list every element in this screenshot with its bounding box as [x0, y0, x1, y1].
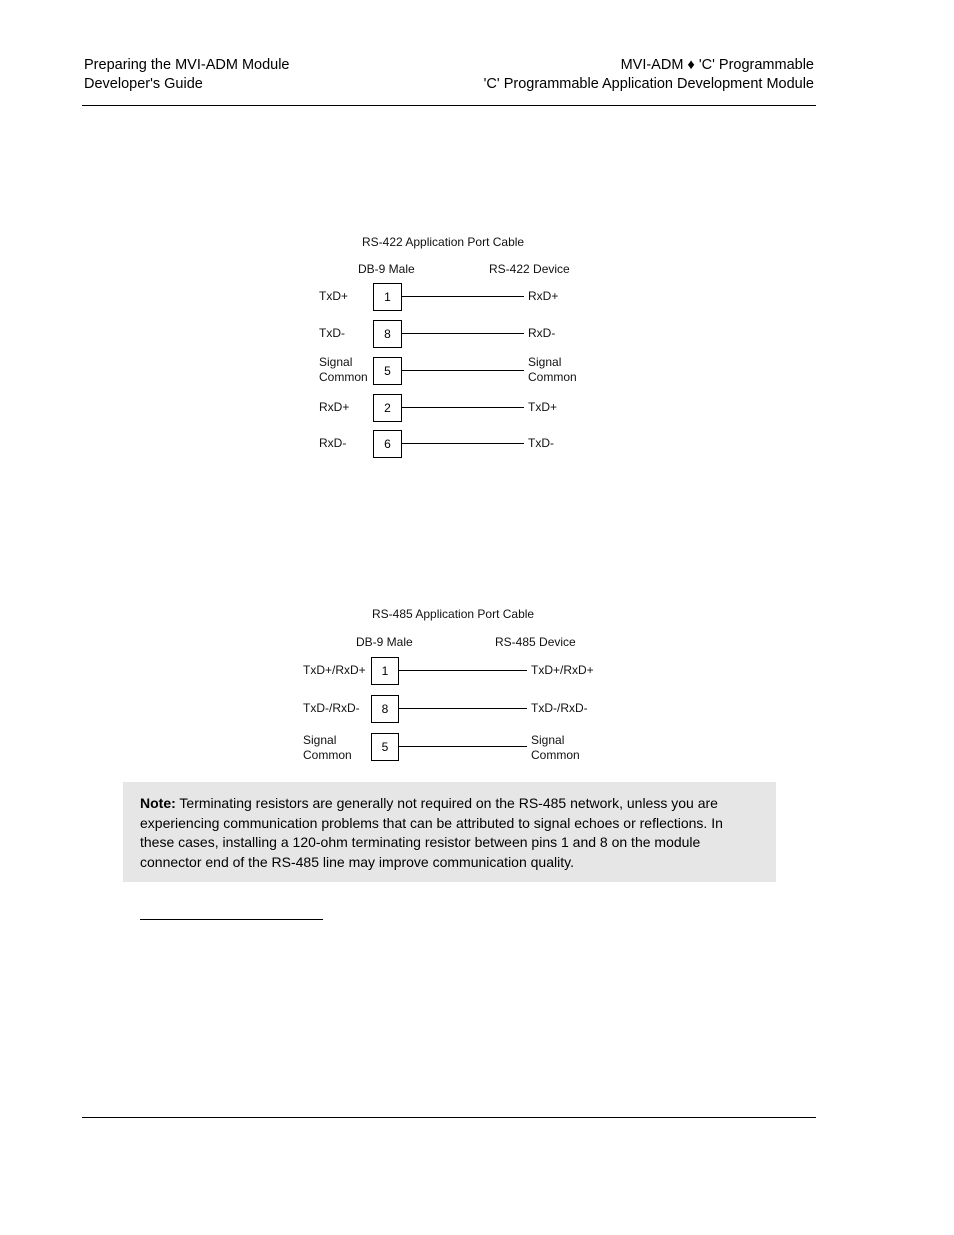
right-signal-label: Signal Common [528, 355, 577, 384]
pin-box: 6 [373, 430, 402, 458]
left-signal-label: RxD+ [319, 400, 350, 414]
right-device-header: RS-422 Device [489, 262, 570, 276]
right-device-header: RS-485 Device [495, 635, 576, 649]
right-signal-label: TxD- [528, 436, 554, 450]
pin-box: 8 [373, 320, 402, 348]
left-signal-label: Signal Common [319, 355, 368, 384]
note-text: Terminating resistors are generally not required on the RS-485 network, unless you are experiencing communication problems that can be attributed to signal echoes or reflections. In these cases, installing a 120-ohm terminating resistor between pins 1 and 8 on the module connector end of the RS-485 line may improve communication quality. [140, 795, 723, 870]
pin-box: 8 [371, 695, 399, 723]
left-signal-label: TxD-/RxD- [303, 701, 360, 715]
wire [402, 370, 524, 371]
wire [402, 407, 524, 408]
section-title: Preparing the MVI-ADM Module [84, 57, 290, 73]
product-subtitle: 'C' Programmable Application Development Module [483, 76, 814, 92]
wire [399, 746, 527, 747]
right-signal-label: TxD+ [528, 400, 558, 414]
right-signal-label: RxD+ [528, 289, 559, 303]
right-signal-label: RxD- [528, 326, 556, 340]
pin-box: 5 [371, 733, 399, 761]
product-title: MVI-ADM ♦ 'C' Programmable [620, 57, 814, 73]
wire [402, 443, 524, 444]
note-label: Note: [140, 795, 176, 811]
right-signal-label: TxD+/RxD+ [531, 663, 594, 677]
wire [402, 333, 524, 334]
running-header-right [484, 56, 814, 94]
wire [402, 296, 524, 297]
pin-box: 5 [373, 357, 402, 385]
left-signal-label: TxD+/RxD+ [303, 663, 366, 677]
pin-box: 1 [373, 283, 402, 311]
left-signal-label: TxD+ [319, 289, 349, 303]
note-box [123, 782, 776, 882]
running-header-left [84, 56, 290, 94]
diagram-title: RS-485 Application Port Cable [372, 607, 535, 621]
right-signal-label: Signal Common [531, 733, 580, 762]
header-rule [82, 105, 816, 106]
right-signal-label: TxD-/RxD- [531, 701, 588, 715]
footnote-separator [140, 919, 323, 920]
left-signal-label: RxD- [319, 436, 347, 450]
wire [399, 670, 527, 671]
left-signal-label: Signal Common [303, 733, 352, 762]
pin-box: 1 [371, 657, 399, 685]
left-connector-header: DB-9 Male [356, 635, 413, 649]
footer-rule [82, 1117, 816, 1118]
left-signal-label: TxD- [319, 326, 345, 340]
wire [399, 708, 527, 709]
left-connector-header: DB-9 Male [358, 262, 415, 276]
pin-box: 2 [373, 394, 402, 422]
diagram-title: RS-422 Application Port Cable [362, 235, 525, 249]
document-title: Developer's Guide [84, 76, 203, 92]
